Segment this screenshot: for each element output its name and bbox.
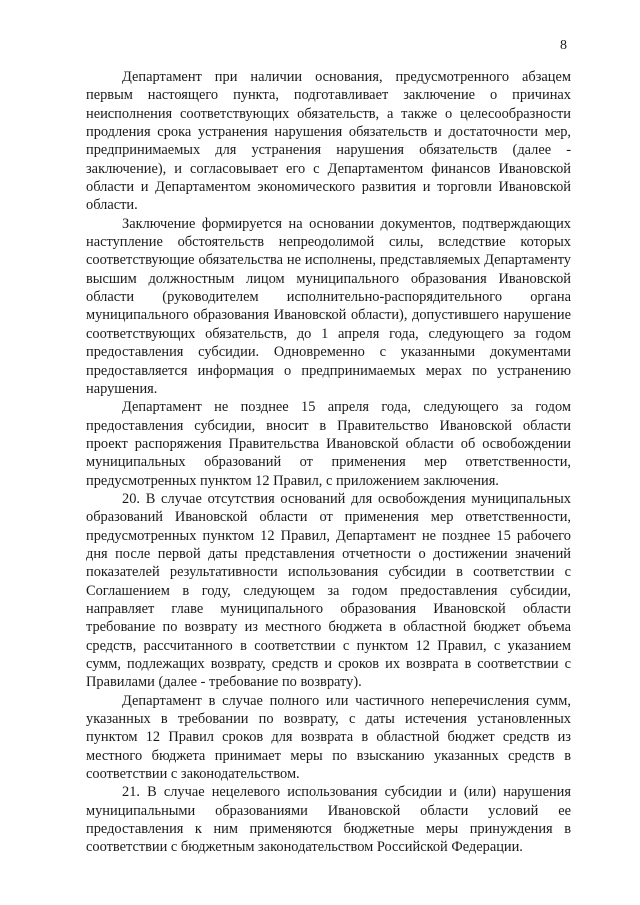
- paragraph-department-conclusion: Департамент при наличии основания, предусмотренного абзацем первым настоящего пункта, подготавливает заключение о причинах неисполнения соответствующих обязательств, а также о целесообразности продления срока устранения нарушения обязательств и достаточности мер, предпринимаемых для устранения нарушения обязательств (далее - заключение), и согласовывает его с Департаментом финансов Ивановской области и Департаментом экономического развития и торговли Ивановской области.: [86, 69, 571, 214]
- paragraph-item-21: 21. В случае нецелевого использования субсидии и (или) нарушения муниципальными образованиями Ивановской области условий ее предоставления к ним применяются бюджетные меры принуждения в соответствии с бюджетным законодательством Российской Федерации.: [86, 784, 571, 856]
- paragraph-government-proposal: Департамент не позднее 15 апреля года, следующего за годом предоставления субсидии, вносит в Правительство Ивановской области проект распоряжения Правительства Ивановской области об освобождении муниципальных образований от применения мер ответственности, предусмотренных пунктом 12 Правил, с приложением заключения.: [86, 399, 571, 489]
- paragraph-item-20: 20. В случае отсутствия оснований для освобождения муниципальных образований Ивановской области от применения мер ответственности, предусмотренных пунктом 12 Правил, Департамент не позднее 15 рабочего дня после первой даты представления отчетности о достижении значений показателей результативности использования субсидии в соответствии с Соглашением в году, следующем за годом предоставления субсидии, направляет главе муниципального образования Ивановской области требование по возврату из местного бюджета в областной бюджет объема средств, рассчитанного в соответствии с пунктом 12 Правил, с указанием сумм, подлежащих возврату, средств и сроков их возврата в соответствии с Правилами (далее - требование по возврату).: [86, 490, 571, 691]
- paragraph-conclusion-basis: Заключение формируется на основании документов, подтверждающих наступление обстоятельств непреодолимой силы, вследствие которых соответствующие обязательства не исполнены, представляемых Департаменту высшим должностным лицом муниципального образования Ивановской области (руководителем исполнительно-распорядительного органа муниципального образования Ивановской области), допустившего нарушение соответствующих обязательств, до 1 апреля года, следующего за годом предоставления субсидии. Одновременно с указанными документами предоставляется информация о предпринимаемых мерах по устранению нарушения.: [86, 215, 571, 397]
- page-number: 8: [560, 38, 567, 53]
- paragraph-recovery-measures: Департамент в случае полного или частичного неперечисления сумм, указанных в требовании по возврату, с даты истечения установленных пунктом 12 Правил сроков для возврата в областной бюджет средств из местного бюджета принимает меры по взысканию указанных средств в соответствии с законодательством.: [86, 692, 571, 783]
- document-body: [86, 68, 571, 857]
